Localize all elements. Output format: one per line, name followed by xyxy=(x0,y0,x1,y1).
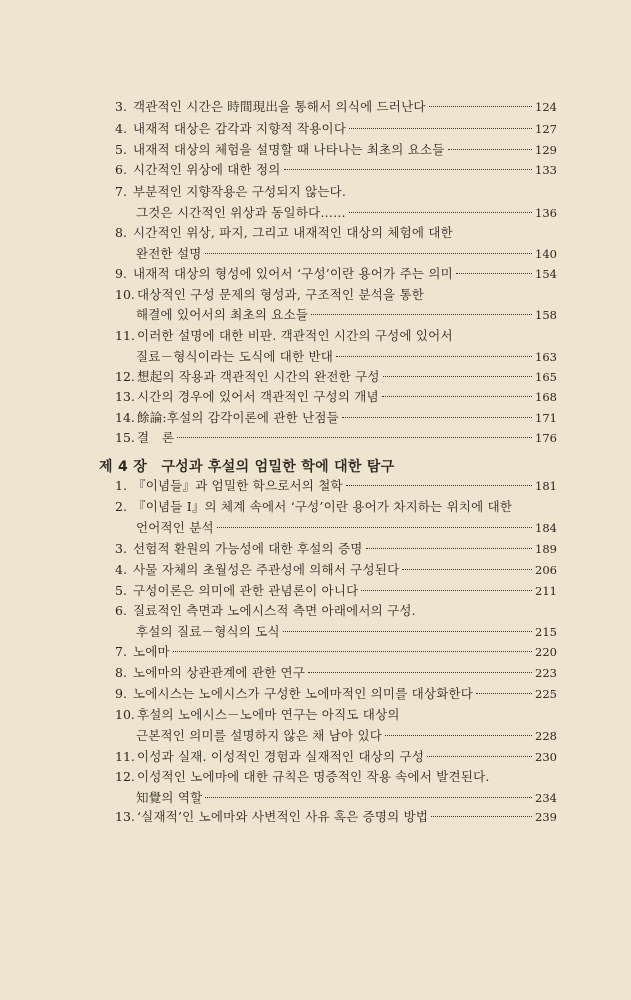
page-number: 129 xyxy=(535,143,557,157)
toc-entry xyxy=(115,685,557,703)
toc-entry xyxy=(115,748,557,766)
dot-leader xyxy=(349,128,532,129)
entry-number: 8. xyxy=(115,665,127,680)
page-number: 220 xyxy=(535,645,557,659)
dot-leader xyxy=(456,273,532,274)
dot-leader xyxy=(427,756,532,757)
entry-number: 4. xyxy=(115,121,127,136)
entry-title: 시간적인 위상, 파지, 그리고 내재적인 대상의 체험에 대한 xyxy=(133,225,453,240)
entry-number: 5. xyxy=(115,142,127,157)
entry-title: 餘論:후설의 감각이론에 관한 난점들 xyxy=(137,410,339,425)
page-number: 223 xyxy=(535,666,557,680)
entry-title: 대상적인 구성 문제의 형성과, 구조적인 분석을 통한 xyxy=(137,287,424,302)
entry-title: 시간적인 위상에 대한 정의 xyxy=(133,162,281,177)
page-number: 140 xyxy=(535,247,557,261)
page-number: 228 xyxy=(535,729,557,743)
entry-number: 2. xyxy=(115,499,127,514)
toc-entry xyxy=(115,582,557,600)
entry-title: 시간의 경우에 있어서 객관적인 구성의 개념 xyxy=(137,389,379,404)
page-number: 184 xyxy=(535,521,557,535)
toc-entry xyxy=(115,141,557,159)
entry-number: 4. xyxy=(115,562,127,577)
toc-entry xyxy=(115,643,557,661)
page-number: 154 xyxy=(535,267,557,281)
entry-title: 부분적인 지향작용은 구성되지 않는다. xyxy=(133,184,347,199)
dot-leader xyxy=(308,672,532,673)
chapter-heading: 제 4 장 구성과 후설의 엄밀한 학에 대한 탐구 xyxy=(99,459,395,475)
entry-title: 내재적 대상의 체험을 설명할 때 나타나는 최초의 요소들 xyxy=(133,142,445,157)
dot-leader xyxy=(311,314,532,315)
entry-title: 노에마의 상관관계에 관한 연구 xyxy=(133,665,306,680)
dot-leader xyxy=(382,396,532,397)
page-number: 225 xyxy=(535,687,557,701)
entry-title: 질료적인 측면과 노에시스적 측면 아래에서의 구성. xyxy=(133,603,416,618)
toc-entry xyxy=(115,664,557,682)
toc-entry-continuation xyxy=(136,519,557,537)
dot-leader xyxy=(476,693,532,694)
dot-leader xyxy=(284,169,533,170)
toc-entry-continuation xyxy=(136,727,557,745)
page-number: 165 xyxy=(535,370,557,384)
toc-entry xyxy=(115,388,557,406)
entry-title: 『이념들』과 엄밀한 학으로서의 철학 xyxy=(133,478,343,493)
toc-entry xyxy=(115,498,557,516)
entry-title: 이성과 실재. 이성적인 경험과 실재적인 대상의 구성 xyxy=(137,749,424,764)
entry-title: 노에마 xyxy=(133,644,170,659)
dot-leader xyxy=(173,651,532,652)
dot-leader xyxy=(205,797,532,798)
entry-title: 결 론 xyxy=(137,430,175,445)
entry-title: 想起의 작용과 객관적인 시간의 완전한 구성 xyxy=(137,369,380,384)
entry-title-continued: 질료－형식이라는 도식에 대한 반대 xyxy=(136,349,334,364)
entry-number: 13. xyxy=(115,389,135,404)
dot-leader xyxy=(402,569,532,570)
toc-entry-continuation xyxy=(136,204,557,222)
page-number: 215 xyxy=(535,625,557,639)
dot-leader xyxy=(431,816,532,817)
entry-number: 12. xyxy=(115,769,135,784)
entry-title: 이러한 설명에 대한 비판. 객관적인 시간의 구성에 있어서 xyxy=(137,328,453,343)
entry-title: 노에시스는 노에시스가 구성한 노에마적인 의미를 대상화한다 xyxy=(133,686,474,701)
toc-entry-continuation xyxy=(136,306,557,324)
entry-number: 14. xyxy=(115,410,135,425)
entry-title: 『이념들 I』의 체계 속에서 ‘구성’이란 용어가 차지하는 위치에 대한 xyxy=(133,499,513,514)
entry-number: 9. xyxy=(115,266,127,281)
dot-leader xyxy=(361,590,532,591)
toc-entry xyxy=(115,368,557,386)
entry-number: 6. xyxy=(115,162,127,177)
page-number: 234 xyxy=(535,791,557,805)
toc-entry xyxy=(115,429,557,447)
toc-entry-continuation xyxy=(136,623,557,641)
dot-leader xyxy=(205,253,532,254)
page-number: 124 xyxy=(535,100,557,114)
entry-title: 구성이론은 의미에 관한 관념론이 아니다 xyxy=(133,583,359,598)
dot-leader xyxy=(217,527,532,528)
entry-title-continued: 해결에 있어서의 최초의 요소들 xyxy=(136,307,309,322)
entry-number: 10. xyxy=(115,707,135,722)
toc-entry xyxy=(115,540,557,558)
toc-entry xyxy=(115,602,557,620)
dot-leader xyxy=(366,548,533,549)
page-number: 158 xyxy=(535,308,557,322)
entry-title: 사물 자체의 초월성은 주관성에 의해서 구성된다 xyxy=(133,562,400,577)
page-number: 127 xyxy=(535,122,557,136)
entry-number: 7. xyxy=(115,184,127,199)
page-number: 206 xyxy=(535,563,557,577)
entry-title: 내재적 대상의 형성에 있어서 ‘구성’이란 용어가 주는 의미 xyxy=(133,266,453,281)
toc-entry xyxy=(115,98,557,116)
entry-number: 3. xyxy=(115,99,127,114)
toc-entry xyxy=(115,561,557,579)
entry-number: 6. xyxy=(115,603,127,618)
entry-title-continued: 후설의 질료－형식의 도식 xyxy=(136,624,280,639)
entry-number: 7. xyxy=(115,644,127,659)
entry-title: 객관적인 시간은 時間現出을 통해서 의식에 드러난다 xyxy=(133,99,426,114)
entry-title: 내재적 대상은 감각과 지향적 작용이다 xyxy=(133,121,347,136)
toc-entry xyxy=(115,409,557,427)
entry-number: 13. xyxy=(115,809,135,824)
page-number: 189 xyxy=(535,542,557,556)
dot-leader xyxy=(342,417,532,418)
dot-leader xyxy=(448,149,533,150)
entry-number: 11. xyxy=(115,328,135,343)
entry-number: 11. xyxy=(115,749,135,764)
toc-entry xyxy=(115,161,557,179)
entry-number: 12. xyxy=(115,369,135,384)
toc-entry xyxy=(115,706,557,724)
entry-title: ‘실재적’인 노에마와 사변적인 사유 혹은 증명의 방법 xyxy=(137,809,429,824)
dot-leader xyxy=(429,106,532,107)
dot-leader xyxy=(385,735,532,736)
toc-entry xyxy=(115,477,557,495)
entry-title-continued: 근본적인 의미를 설명하지 않은 채 남아 있다 xyxy=(136,728,382,743)
entry-title-continued: 知覺의 역할 xyxy=(136,790,203,805)
entry-title: 선험적 환원의 가능성에 대한 후설의 증명 xyxy=(133,541,363,556)
toc-entry xyxy=(115,224,557,242)
toc-entry-continuation xyxy=(136,789,557,807)
dot-leader xyxy=(346,485,532,486)
page-number: 136 xyxy=(535,206,557,220)
page-number: 230 xyxy=(535,750,557,764)
dot-leader xyxy=(336,356,532,357)
entry-number: 3. xyxy=(115,541,127,556)
entry-title-continued: 언어적인 분석 xyxy=(136,520,214,535)
page-number: 181 xyxy=(535,479,557,493)
page-number: 211 xyxy=(535,584,557,598)
page-number: 133 xyxy=(535,163,557,177)
toc-entry xyxy=(115,265,557,283)
page-number: 171 xyxy=(535,411,557,425)
dot-leader xyxy=(349,212,532,213)
entry-title: 이성적인 노에마에 대한 규칙은 명증적인 작용 속에서 발견된다. xyxy=(137,769,490,784)
page-number: 239 xyxy=(535,810,557,824)
entry-number: 1. xyxy=(115,478,127,493)
toc-entry xyxy=(115,286,557,304)
toc-entry-continuation xyxy=(136,348,557,366)
entry-title-continued: 그것은 시간적인 위상과 동일하다…… xyxy=(136,205,346,220)
dot-leader xyxy=(177,437,532,438)
page-number: 168 xyxy=(535,390,557,404)
page-number: 163 xyxy=(535,350,557,364)
entry-number: 15. xyxy=(115,430,135,445)
dot-leader xyxy=(383,376,532,377)
entry-title-continued: 완전한 설명 xyxy=(136,246,202,261)
toc-entry xyxy=(115,120,557,138)
dot-leader xyxy=(283,631,532,632)
toc-entry xyxy=(115,183,557,201)
entry-number: 5. xyxy=(115,583,127,598)
toc-entry xyxy=(115,808,557,826)
entry-title: 후설의 노에시스－노에마 연구는 아직도 대상의 xyxy=(137,707,400,722)
page-number: 176 xyxy=(535,431,557,445)
entry-number: 8. xyxy=(115,225,127,240)
toc-entry xyxy=(115,327,557,345)
entry-number: 9. xyxy=(115,686,127,701)
entry-number: 10. xyxy=(115,287,135,302)
toc-entry xyxy=(115,768,557,786)
toc-entry-continuation xyxy=(136,245,557,263)
